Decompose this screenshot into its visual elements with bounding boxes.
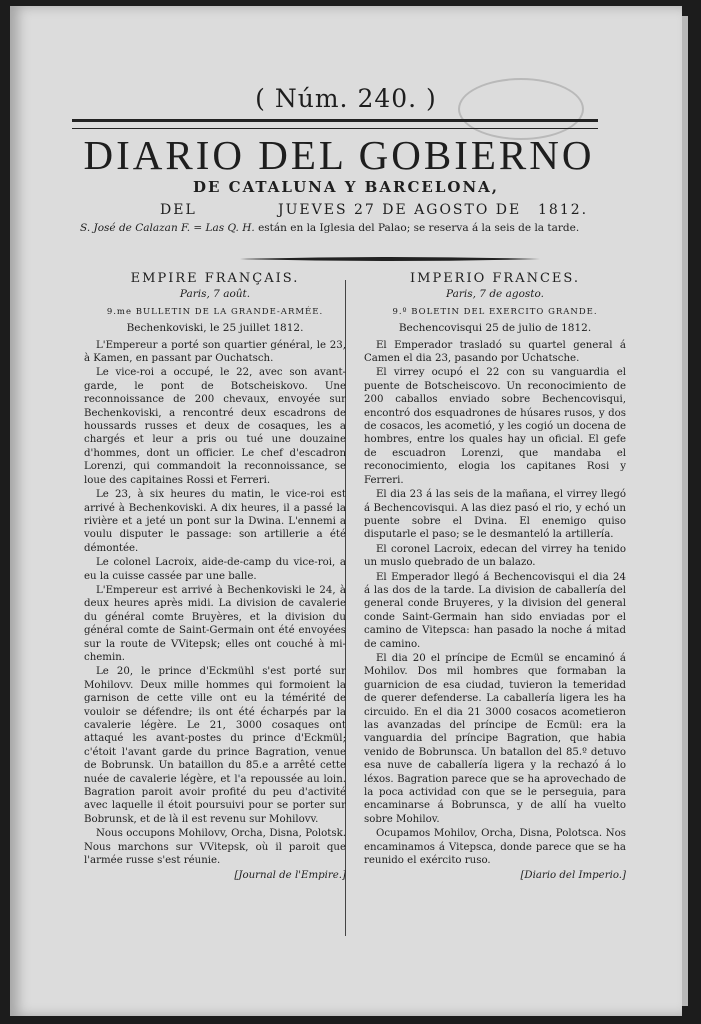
note-qh: Las Q. H. <box>205 222 255 234</box>
french-paragraph: Le vice-roi a occupé, le 22, avec son avant-garde, le pont de Botscheiskovo. Une reconnoissance de 200 chevaux, envoyée sur Bechenkoviski, a rencontré deux escadrons de houssards russes et deux de cosaques, les a chargés et leur a pris ou tué une douzaine d'hommes, dont un officier. Le chef d'escadron Lorenzi, qui commandoit la reconnoissance, se loue des capitaines Rossi et Ferreri. <box>84 367 346 486</box>
saint-note <box>80 222 612 235</box>
french-bulletin: 9.me BULLETIN DE LA GRANDE-ARMÉE. <box>106 306 324 317</box>
french-heading: EMPIRE FRANÇAIS. <box>130 271 300 286</box>
french-paragraph: Le 23, à six heures du matin, le vice-roi est arrivé à Bechenkoviski. A dix heures, il a passé la rivière et a jeté un pont sur la Dwina. L'ennemi a voulu disputer le passage: son artillerie a été démontée. <box>84 489 346 554</box>
french-paragraph: Le 20, le prince d'Eckmühl s'est porté sur Mohilovv. Deux mille hommes qui formoient la garnison de cette ville ont eu la témérité de vouloir se défendre; ils ont été écharpés par la cavalerie légère. Le 21, 3000 cosaques ont attaqué les avant-postes du prince d'Eckmül; c'étoit l'avant garde du prince Bagration, venue de Bobrunsk. Un bataillon du 85.e a arrêté cette nuée de cavalerie légère, et l'a repoussée au loin. Bagration paroit avoir profité du peu d'activité avec laquelle il étoit poursuivi pour se porter sur Bobrunsk, et de là il est revenu sur Mohilovv. <box>84 666 346 825</box>
page-edge <box>682 16 688 1006</box>
spanish-paragraph: Ocupamos Mohilov, Orcha, Disna, Polotsca. Nos encaminamos á Vitepsca, donde parece que se ha reunido el exército ruso. <box>364 828 626 867</box>
date-main: JUEVES 27 DE AGOSTO DE <box>278 202 522 218</box>
note-separator: = <box>190 222 206 234</box>
french-paragraph: Le colonel Lacroix, aide-de-camp du vice-roi, a eu la cuisse cassée par une balle. <box>84 557 346 582</box>
spanish-location: Bechencovisqui 25 de julio de 1812. <box>398 322 592 335</box>
spanish-paragraph: El coronel Lacroix, edecan del virrey ha tenido un muslo quebrado de un balazo. <box>364 543 626 569</box>
spanish-paragraph: El dia 20 el príncipe de Ecmül se encaminó á Mohilov. Dos mil hombres que formaban la guarnicion de esa ciudad, tuvieron la temeridad de querer defenderse. La caballería ligera les ha circuido. En el dia 21 3000 cosacos acometieron las avanzadas del príncipe de Ecmül: era la vanguardia del príncipe Bagration, que habia venido de Bobrunsca. Un batallon del 85.º detuvo esa nuve de caballería ligera y la rechazó á lo léxos. Bagration parece que se ha aprovechado de la poca actividad con que se le perseguia, para encaminarse á Bobrunsca, y de allí ha vuelto sobre Mohilov. <box>364 652 626 825</box>
french-location: Bechenkoviski, le 25 juillet 1812. <box>126 322 304 335</box>
french-place: Paris, 7 août. <box>179 288 251 301</box>
masthead-title: DIARIO DEL GOBIERNO <box>83 132 595 178</box>
french-source: [Journal de l'Empire.] <box>234 870 346 882</box>
note-text: están en la Iglesia del Palao; se reserva á la seis de la tarde. <box>258 222 580 234</box>
spanish-place: Paris, 7 de agosto. <box>446 288 544 301</box>
french-paragraph: L'Empereur a porté son quartier général, le 23, à Kamen, en passant par Ouchatsch. <box>84 339 346 365</box>
masthead-subtitle: DE CATALUNA Y BARCELONA, <box>192 178 500 196</box>
french-paragraph: Nous occupons Mohilovv, Orcha, Disna, Polotsk. Nous marchons sur VVitepsk, où il paroit que l'armée russe s'est réunie. <box>84 828 346 867</box>
column-spanish <box>364 272 626 883</box>
ornament-rule <box>240 256 540 262</box>
spanish-heading: IMPERIO FRANCES. <box>410 271 580 286</box>
newspaper-page <box>10 6 682 1016</box>
issue-date <box>160 202 592 218</box>
saint-name: S. José de Calazan F. <box>80 222 191 234</box>
spanish-paragraph: El Emperador trasladó su quartel general á Camen el dia 23, pasando por Uchatsche. <box>364 339 626 365</box>
date-year: 1812. <box>538 202 589 218</box>
spanish-paragraph: El dia 23 á las seis de la mañana, el virrey llegó á Bechencovisqui. A las diez pasó el rio, y echó un puente sobre el Dvina. El enemigo quiso disputarle el paso; se le desmanteló la artillería. <box>364 489 626 541</box>
date-del: DEL <box>160 202 197 218</box>
spanish-bulletin: 9.º BOLETIN DEL EXERCITO GRANDE. <box>392 306 598 317</box>
issue-number: ( Núm. 240. ) <box>255 84 437 113</box>
spanish-paragraph: El virrey ocupó el 22 con su vanguardia el puente de Botscheiscovo. Un reconocimiento de 200 caballos enviado sobre Bechencovisqui, encontró dos esquadrones de húsares rusos, y dos de cosacos, les acometió, y les cogió un docena de hombres, entre los quales hay un oficial. El gefe de escuadron Lorenzi, que mandaba el reconocimiento, elogia los capitanes Rosi y Ferreri. <box>364 367 626 486</box>
column-french <box>84 272 346 883</box>
masthead-rule <box>72 119 598 129</box>
spanish-source: [Diario del Imperio.] <box>520 870 626 882</box>
french-paragraph: L'Empereur est arrivé à Bechenkoviski le 24, à deux heures après midi. La division de cavalerie du général comte Bruyères, et la division du général comte de Saint-Germain ont été envoyées sur la route de VVitepsk; elles ont couché à mi-chemin. <box>84 584 346 663</box>
spanish-paragraph: El Emperador llegó á Bechencovisqui el dia 24 á las dos de la tarde. La division de caballería del general conde Bruyeres, y la division del general conde Saint-Germain han sido enviadas por el camino de Vitepsca: han pasado la noche á mitad de camino. <box>364 571 626 650</box>
